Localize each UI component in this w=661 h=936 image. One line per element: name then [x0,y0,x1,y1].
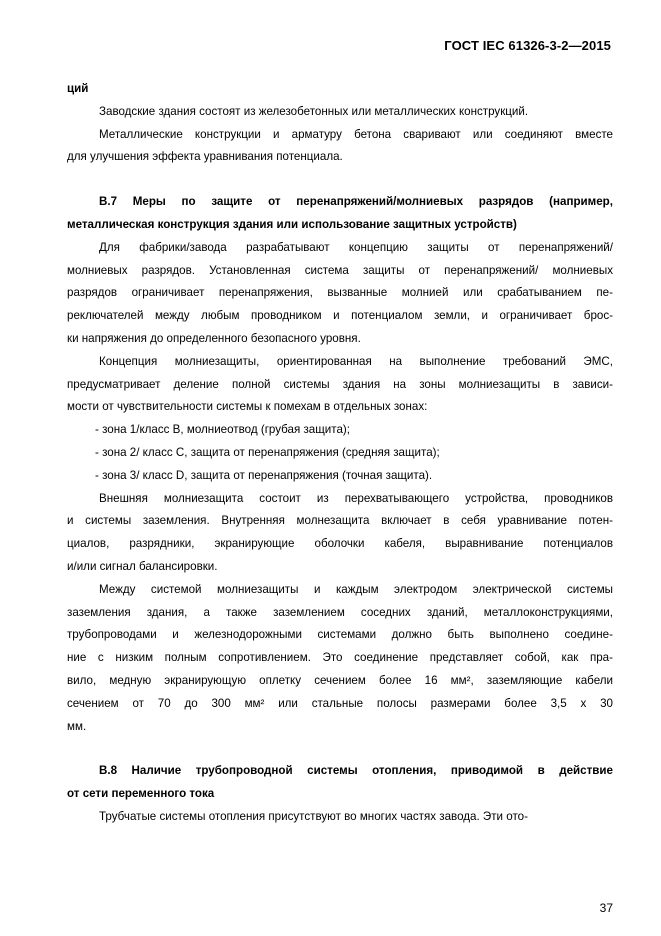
text-line: Трубчатые системы отопления присутствуют во многих частях завода. Эти ото- [99,809,528,823]
text-line: заземления здания, а также заземлением соседних зданий, металлоконструкциями, [67,605,613,619]
text-line: мм. [67,719,87,733]
text-line: ций [67,82,89,95]
text-line: Для фабрики/завода разрабатывают концепцию защиты от перенапряжений/ [99,240,613,254]
text-line: Концепция молниезащиты, ориентированная на выполнение требований ЭМС, [99,354,613,368]
text-line: вило, медную экранирующую оплетку сечением более 16 мм², заземляющие кабели [67,673,613,687]
text-line: молниевых разрядов. Установленная система защиты от перенапряжений/ молниевых [67,263,613,277]
text-line: сечением от 70 до 300 мм² или стальные полосы размерами более 3,5 х 30 [67,696,613,710]
text-line: для улучшения эффекта уравнивания потенциала. [67,150,343,164]
text-line: циалов, разрядники, экранирующие оболочки кабеля, выравнивание потенциалов [67,537,613,551]
paragraph-gap [67,169,613,191]
text-line: и системы заземления. Внутренняя молнезащита включает в себя уравнивание потен- [67,514,613,528]
document-code-header: ГОСТ IEC 61326-3-2—2015 [444,38,611,53]
text-line: В.7 Меры по защите от перенапряжений/молниевых разрядов (например, [99,195,613,209]
text-line: предусматривает деление полной системы здания на зоны молниезащиты в зависи- [67,377,613,391]
text-line: от сети переменного тока [67,787,215,801]
page-number: 37 [599,901,613,915]
text-line: В.8 Наличие трубопроводной системы отопления, приводимой в действие [99,764,613,778]
text-line: Внешняя молниезащита состоит из перехватывающего устройства, проводников [99,491,613,505]
text-line: разрядов ограничивает перенапряжения, вызванные молнией или срабатыванием пе- [67,286,613,300]
text-line: металлическая конструкция здания или использование защитных устройств) [67,217,517,231]
text-line: - зона 3/ класс D, защита от перенапряжения (точная защита). [95,468,433,482]
text-line: Заводские здания состоят из железобетонных или металлических конструкций. [99,104,529,118]
text-line: - зона 1/класс В, молниеотвод (грубая защита); [95,423,350,437]
paragraph-gap [67,738,613,760]
text-line: ки напряжения до определенного безопасного уровня. [67,331,361,345]
text-line: реключателей между любым проводником и потенциалом земли, и ограничивает брос- [67,309,613,323]
text-line: ние с низким полным сопротивлением. Это соединение представляет собой, как пра- [67,651,613,665]
text-line: Металлические конструкции и арматуру бетона сваривают или соединяют вместе [99,127,613,141]
text-line: - зона 2/ класс С, защита от перенапряжения (средняя защита); [95,445,440,459]
text-line: трубопроводами и железнодорожными системами должно быть выполнено соедине- [67,628,613,642]
document-body [67,78,613,829]
text-line: Между системой молниезащиты и каждым электродом электрической системы [99,582,613,596]
text-line: и/или сигнал балансировки. [67,559,218,573]
text-line: мости от чувствительности системы к помехам в отдельных зонах: [67,400,428,414]
